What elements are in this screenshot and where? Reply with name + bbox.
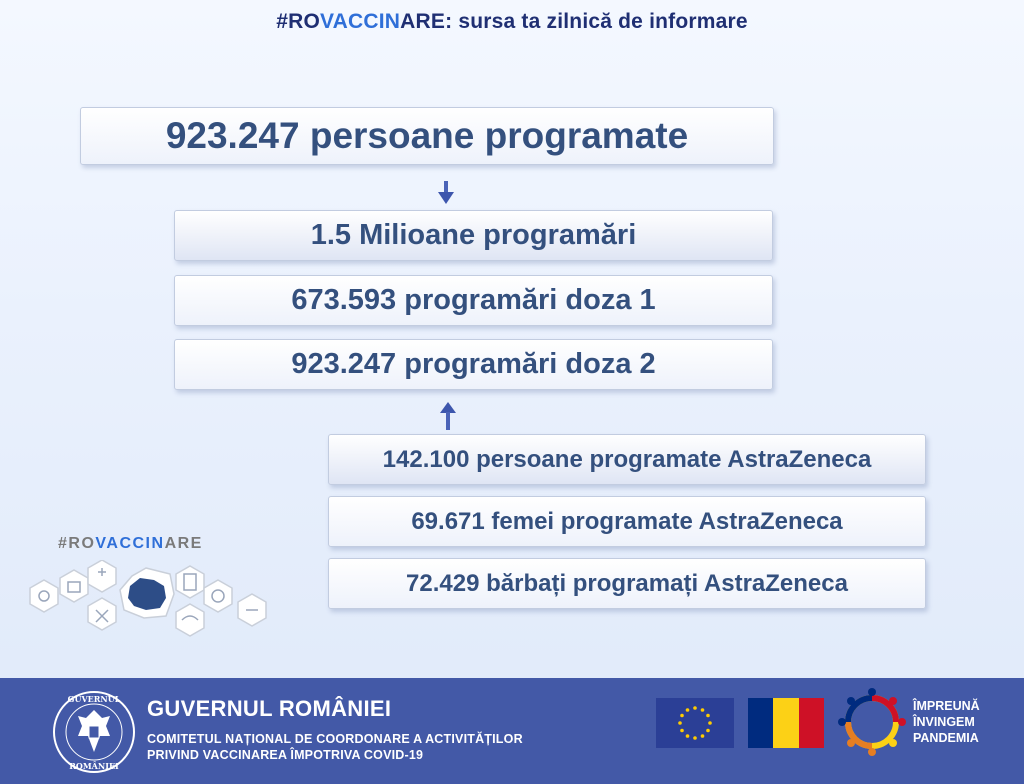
gov-subtitle (147, 731, 523, 763)
romania-flag-icon (748, 698, 824, 748)
hexagon-icon (60, 570, 88, 602)
eu-star-icon (708, 721, 712, 725)
hexagon-icon (176, 566, 204, 598)
eu-star-icon (701, 708, 705, 712)
badge-are: ARE (164, 535, 203, 552)
box-astrazeneca-men: 72.429 bărbați programați AstraZeneca (328, 558, 926, 609)
eu-star-icon (686, 708, 690, 712)
eu-star-icon (686, 734, 690, 738)
hexagon-icon (30, 580, 58, 612)
box-total-appointments: 1.5 Milioane programări (174, 210, 773, 261)
people-ring-logo-icon (836, 686, 908, 758)
gov-sub-line2: PRIVIND VACCINAREA ÎMPOTRIVA COVID-19 (147, 748, 424, 762)
gov-sub-line1: COMITETUL NAȚIONAL DE COORDONARE A ACTIVITĂȚILOR (147, 732, 523, 746)
title-are: ARE (400, 10, 446, 33)
badge-vaccin: VACCIN (95, 535, 165, 552)
eu-star-icon (680, 714, 684, 718)
rovaccinare-badge-title (58, 535, 203, 553)
slogan (913, 698, 980, 746)
hexagon-icons-graphic (22, 560, 282, 640)
seal-text-top: GUVERNUL (67, 694, 121, 704)
title-rest: : sursa ta zilnică de informare (445, 10, 748, 33)
seal-text-bottom: ROMÂNIEI (69, 761, 119, 771)
eu-star-icon (693, 706, 697, 710)
eu-star-icon (706, 729, 710, 733)
coat-of-arms-icon (52, 690, 136, 774)
hexagon-icon (204, 580, 232, 612)
page-title (0, 10, 1024, 34)
eu-stars (656, 698, 734, 748)
box-dose-1: 673.593 programări doza 1 (174, 275, 773, 326)
box-dose-2: 923.247 programări doza 2 (174, 339, 773, 390)
box-astrazeneca-women: 69.671 femei programate AstraZeneca (328, 496, 926, 547)
eu-flag-icon (656, 698, 734, 748)
hexagon-icon (176, 604, 204, 636)
arrow-up-icon (440, 402, 456, 430)
title-prefix: # (276, 10, 289, 33)
title-vaccin: VACCIN (320, 10, 401, 33)
box-total-persons: 923.247 persoane programate (80, 107, 774, 165)
eu-star-icon (706, 714, 710, 718)
slogan-line1: ÎMPREUNĂ (913, 699, 980, 713)
badge-prefix: #RO (58, 535, 96, 552)
eu-star-icon (701, 734, 705, 738)
eu-star-icon (693, 736, 697, 740)
eu-star-icon (678, 721, 682, 725)
box-astrazeneca-total: 142.100 persoane programate AstraZeneca (328, 434, 926, 485)
slogan-line3: PANDEMIA (913, 731, 979, 745)
eu-star-icon (680, 729, 684, 733)
arrow-down-icon (437, 181, 455, 205)
slogan-line2: ÎNVINGEM (913, 715, 975, 729)
footer-bar (0, 678, 1024, 784)
hexagon-icon (88, 598, 116, 630)
gov-name: GUVERNUL ROMÂNIEI (147, 696, 392, 721)
title-ro: RO (288, 10, 321, 33)
